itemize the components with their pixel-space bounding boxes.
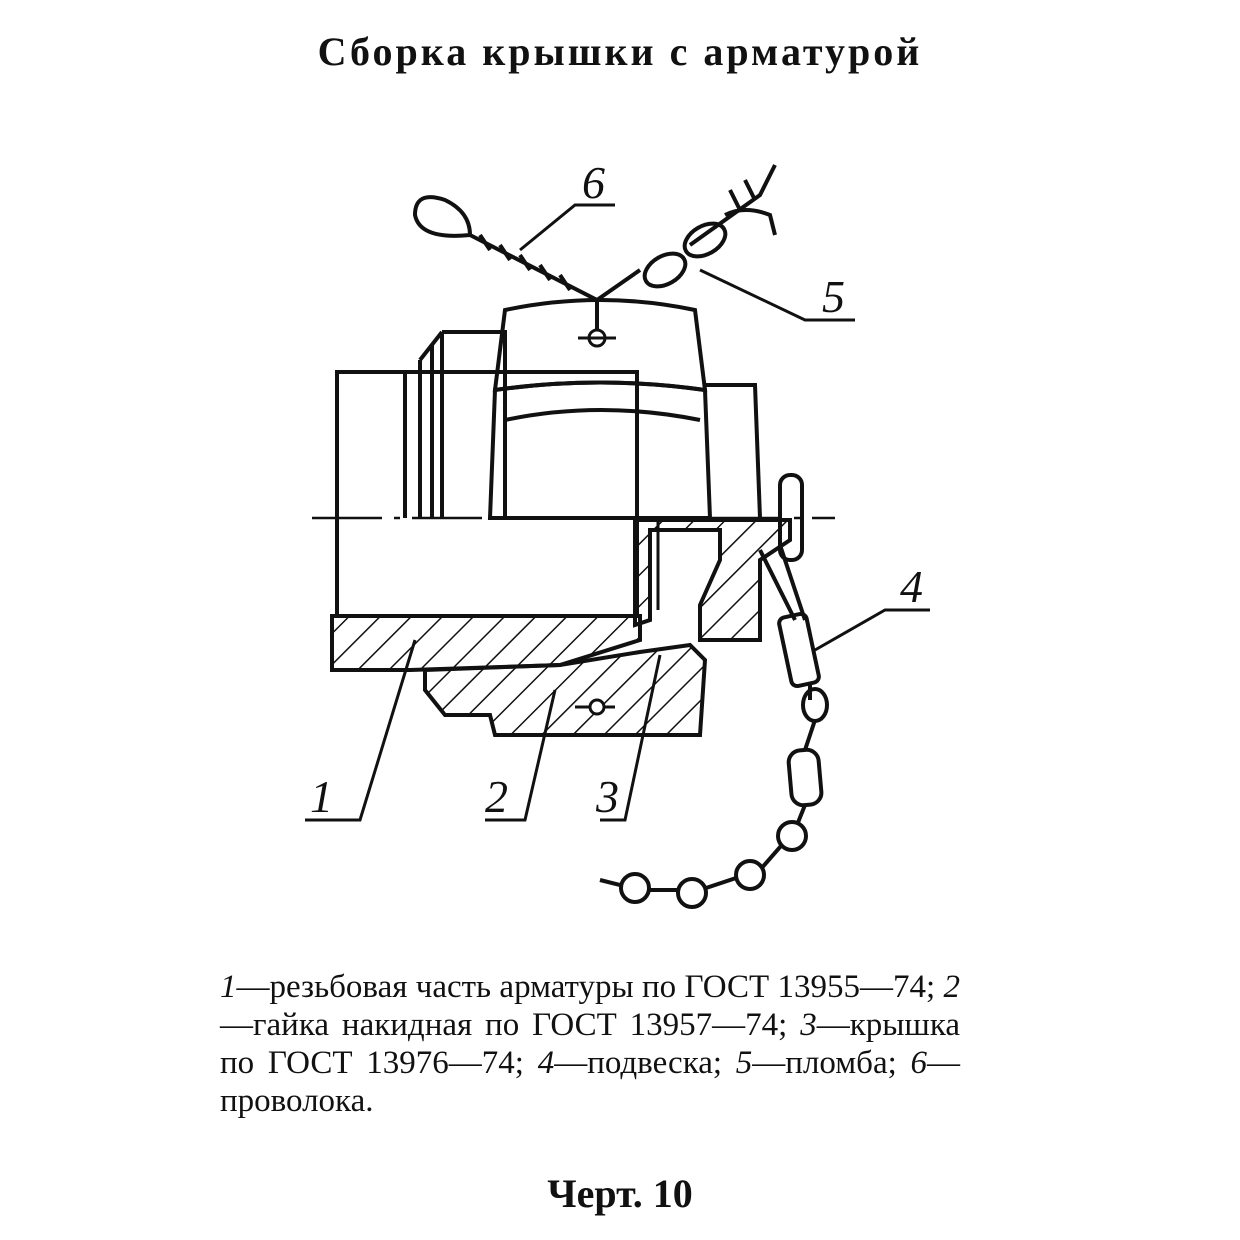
callout-1: 1 [310, 771, 333, 822]
caption-item-6: 6—проволока. [220, 1045, 960, 1119]
chain-balls [621, 822, 806, 907]
caption-item-5: 5—пломба; [735, 1045, 911, 1081]
wire-twist [480, 235, 570, 290]
callout-5: 5 [822, 271, 845, 322]
caption-item-2: 2—гайка накидная по ГОСТ 13957—74; [220, 969, 960, 1043]
callout-3: 3 [596, 771, 619, 822]
figure-caption [220, 968, 960, 1120]
callout-4: 4 [900, 561, 923, 612]
caption-item-4: 4—подвеска; [537, 1045, 736, 1081]
figure-label: Черт. 10 [547, 1171, 693, 1216]
nut-seal-hole [590, 700, 604, 714]
callout-2: 2 [485, 771, 508, 822]
page-title: Сборка крышки с арматурой [317, 29, 923, 74]
fitting-body [337, 332, 637, 616]
callout-6: 6 [582, 157, 605, 208]
caption-item-1: 1—резьбовая часть арматуры по ГОСТ 13955—74; [220, 969, 944, 1005]
caption-item-3: 3—крышка по ГОСТ 13976—74; [220, 1007, 960, 1081]
